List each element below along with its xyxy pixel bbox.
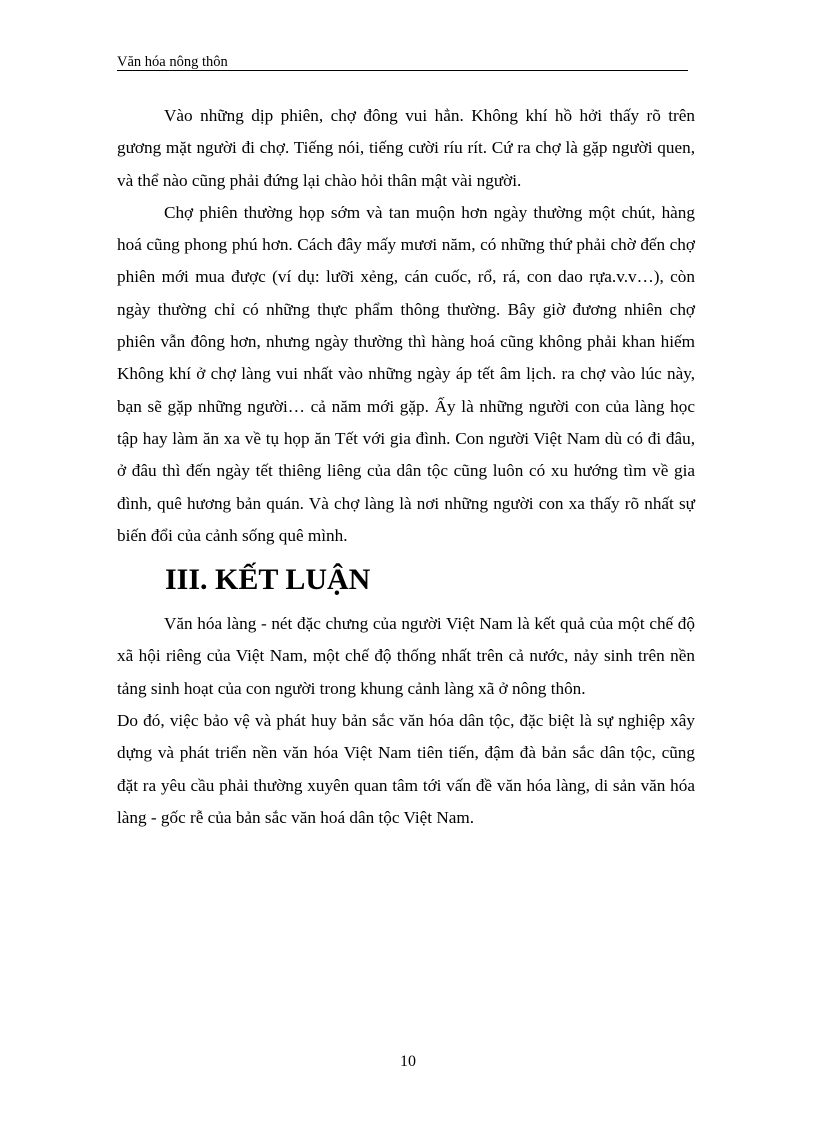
paragraph-conclusion-2: Do đó, việc bảo vệ và phát huy bản sắc văn hóa dân tộc, đặc biệt là sự nghiệp xây dựng và phát triển nền văn hóa Việt Nam tiên tiến, đậm đà bản sắc dân tộc, cũng đặt ra yêu cầu phải thường xuyên quan tâm tới vấn đề văn hóa làng, di sản văn hóa làng - gốc rễ của bản sắc văn hoá dân tộc Việt Nam. — [117, 711, 695, 827]
paragraph-market-day: Vào những dịp phiên, chợ đông vui hẳn. Không khí hồ hởi thấy rõ trên gương mặt người đi chợ. Tiếng nói, tiếng cười ríu rít. Cứ ra chợ là gặp người quen, và thể nào cũng phải đứng lại chào hỏi thân mật vài người. — [117, 106, 695, 190]
body-text — [117, 100, 695, 834]
paragraph-market-session: Chợ phiên thường họp sớm và tan muộn hơn ngày thường một chút, hàng hoá cũng phong phú hơn. Cách đây mấy mươi năm, có những thứ phải chờ đến chợ phiên mới mua được (ví dụ: lưỡi xẻng, cán cuốc, rổ, rá, con dao rựa.v.v…), còn ngày thường chỉ có những thực phẩm thông thường. Bây giờ đương nhiên chợ phiên vẫn đông hơn, nhưng ngày thường thì hàng hoá cũng không phải khan hiếm Không khí ở chợ làng vui nhất vào những ngày áp tết âm lịch. ra chợ vào lúc này, bạn sẽ gặp những người… cả năm mới gặp. Ấy là những người con của làng học tập hay làm ăn xa về tụ họp ăn Tết với gia đình. Con người Việt Nam dù có đi đâu, ở đâu thì đến ngày tết thiêng liêng của dân tộc cũng luôn có xu hướng tìm về gia đình, quê hương bản quán. Và chợ làng là nơi những người con xa thấy rõ nhất sự biến đổi của cảnh sống quê mình. — [117, 202, 695, 545]
paragraph-conclusion-1: Văn hóa làng - nét đặc chưng của người Việt Nam là kết quả của một chế độ xã hội riêng của Việt Nam, một chế độ thống nhất trên cả nước, nảy sinh trên nền tảng sinh hoạt của con người trong khung cảnh làng xã ở nông thôn. — [117, 614, 695, 698]
running-header-title: Văn hóa nông thôn — [117, 54, 688, 71]
section-heading-conclusion: III. KẾT LUẬN — [165, 563, 371, 597]
page-number: 10 — [400, 1053, 416, 1070]
